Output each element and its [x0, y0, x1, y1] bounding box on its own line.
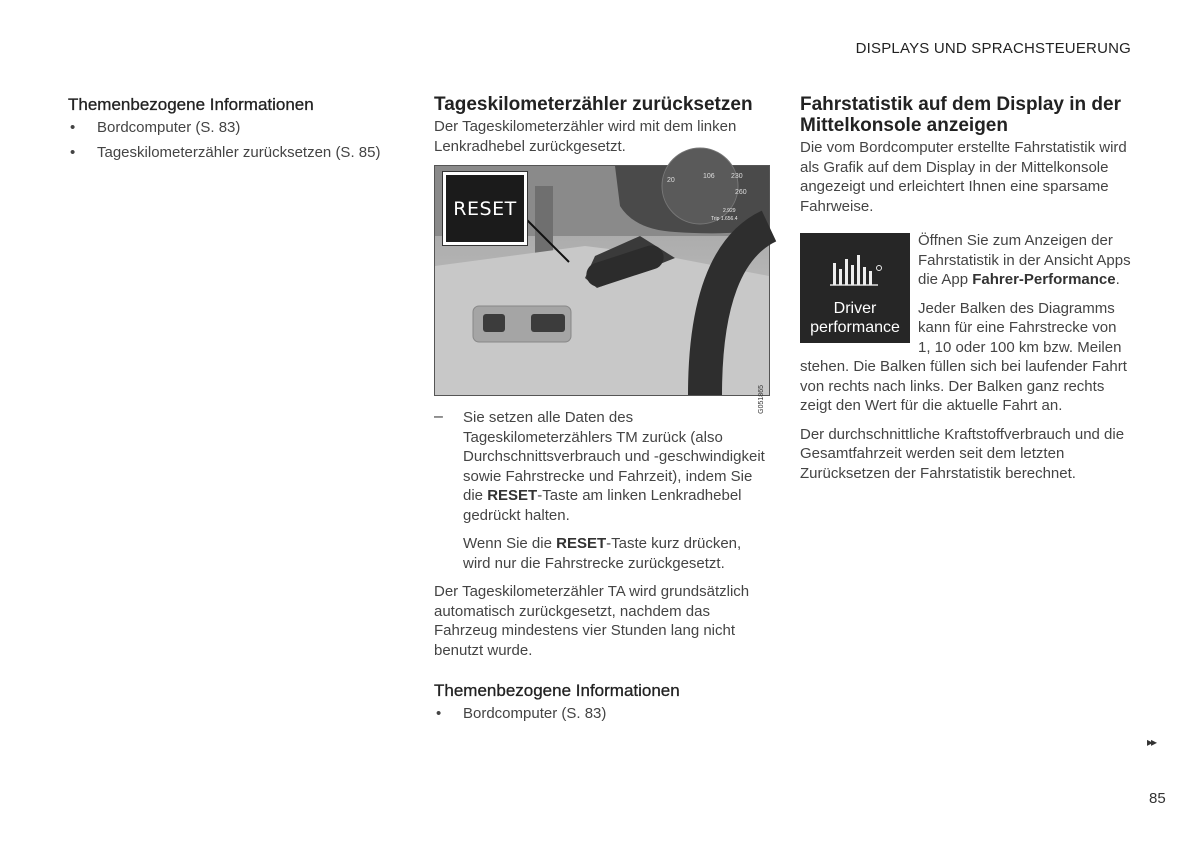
auto-reset-paragraph: Der Tageskilometerzähler TA wird grundsätzlich automatisch zurückgesetzt, nachdem das Fahrzeug mindestens vier Stunden lang nicht benutzt wurde.: [434, 583, 750, 659]
gauge-label: 20: [667, 177, 675, 184]
reset-trip-column: [434, 94, 768, 729]
step-text: Sie setzen alle Daten des Tageskilometerzählers TM zurück (also Durchschnittsverbrauch und -geschwindigkeit sowie Fahrstrecke und Fahrzeit), indem Sie die RESET-Taste am linken Lenkradhebel gedrückt halten.: [463, 409, 765, 524]
related-info-list: [68, 118, 398, 163]
next-page-icon[interactable]: ▸▸: [1147, 735, 1156, 749]
open-app-instruction: Öffnen Sie zum Anzeigen der Fahrstatistik in der Ansicht Apps die App Fahrer-Performance.: [918, 232, 1131, 288]
bullet-icon: •: [70, 144, 76, 161]
gauge-label: 106: [703, 173, 715, 180]
gauge-label: 260: [735, 189, 747, 196]
step-dash: –: [434, 408, 443, 425]
related-link-bordcomputer[interactable]: • Bordcomputer (S. 83): [70, 119, 241, 136]
related-info-heading: Themenbezogene Informationen: [68, 95, 314, 114]
bar-chart-icon: [830, 251, 884, 289]
related-info-heading-2: Themenbezogene Informationen: [434, 681, 680, 700]
reset-trip-title: Tageskilometerzähler zurücksetzen: [434, 94, 753, 115]
app-icon-label: Driver performance: [810, 300, 900, 336]
average-explanation: Der durchschnittliche Kraftstoffverbrauch und die Gesamtfahrzeit werden seit dem letzten Zurücksetzen der Fahrstatistik berechnet.: [800, 425, 1125, 482]
gauge-label: Trip 1.656.4: [711, 216, 738, 222]
reset-trip-intro: Der Tageskilometerzähler wird mit dem linken Lenkradhebel zurückgesetzt.: [434, 118, 737, 155]
related-info-list-2: [434, 704, 768, 724]
bullet-icon: •: [436, 705, 442, 722]
related-link-reset-trip[interactable]: • Tageskilometerzähler zurücksetzen (S. 85): [70, 144, 381, 161]
page-number: 85: [1149, 790, 1166, 807]
section-header: DISPLAYS UND SPRACHSTEUERUNG: [855, 40, 1131, 57]
driver-stats-block: [800, 231, 1132, 483]
reset-button-callout: RESET: [443, 172, 527, 245]
figure-code: G051865: [758, 385, 765, 414]
step-note: Wenn Sie die RESET-Taste kurz drücken, wird nur die Fahrstrecke zurückgesetzt.: [463, 535, 742, 572]
bullet-icon: •: [70, 119, 76, 136]
bars-explanation: Jeder Balken des Diagramms kann für eine Fahrstrecke von 1, 10 oder 100 km bzw. Meilen stehen. Die Balken füllen sich bei laufender Fahrt von rechts nach links. Der Balken ganz rechts zeigt den Wert für die aktuelle Fahrt an.: [800, 299, 1127, 414]
gauge-label: 2.929: [723, 208, 736, 214]
driver-stats-intro: Die vom Bordcomputer erstellte Fahrstatistik wird als Grafik auf dem Display in der Mittelkonsole angezeigt und erleichtert Ihnen eine sparsame Fahrweise.: [800, 139, 1127, 215]
driver-stats-title: Fahrstatistik auf dem Display in der Mittelkonsole anzeigen: [800, 94, 1121, 136]
driver-stats-column: [800, 94, 1132, 483]
related-link-bordcomputer-2[interactable]: • Bordcomputer (S. 83): [436, 705, 607, 722]
steering-lever-figure: [434, 165, 770, 414]
gauge-label: 230: [731, 173, 743, 180]
reset-step: [434, 408, 768, 573]
driver-performance-app-icon[interactable]: [800, 233, 910, 343]
related-info-column: [68, 94, 398, 168]
